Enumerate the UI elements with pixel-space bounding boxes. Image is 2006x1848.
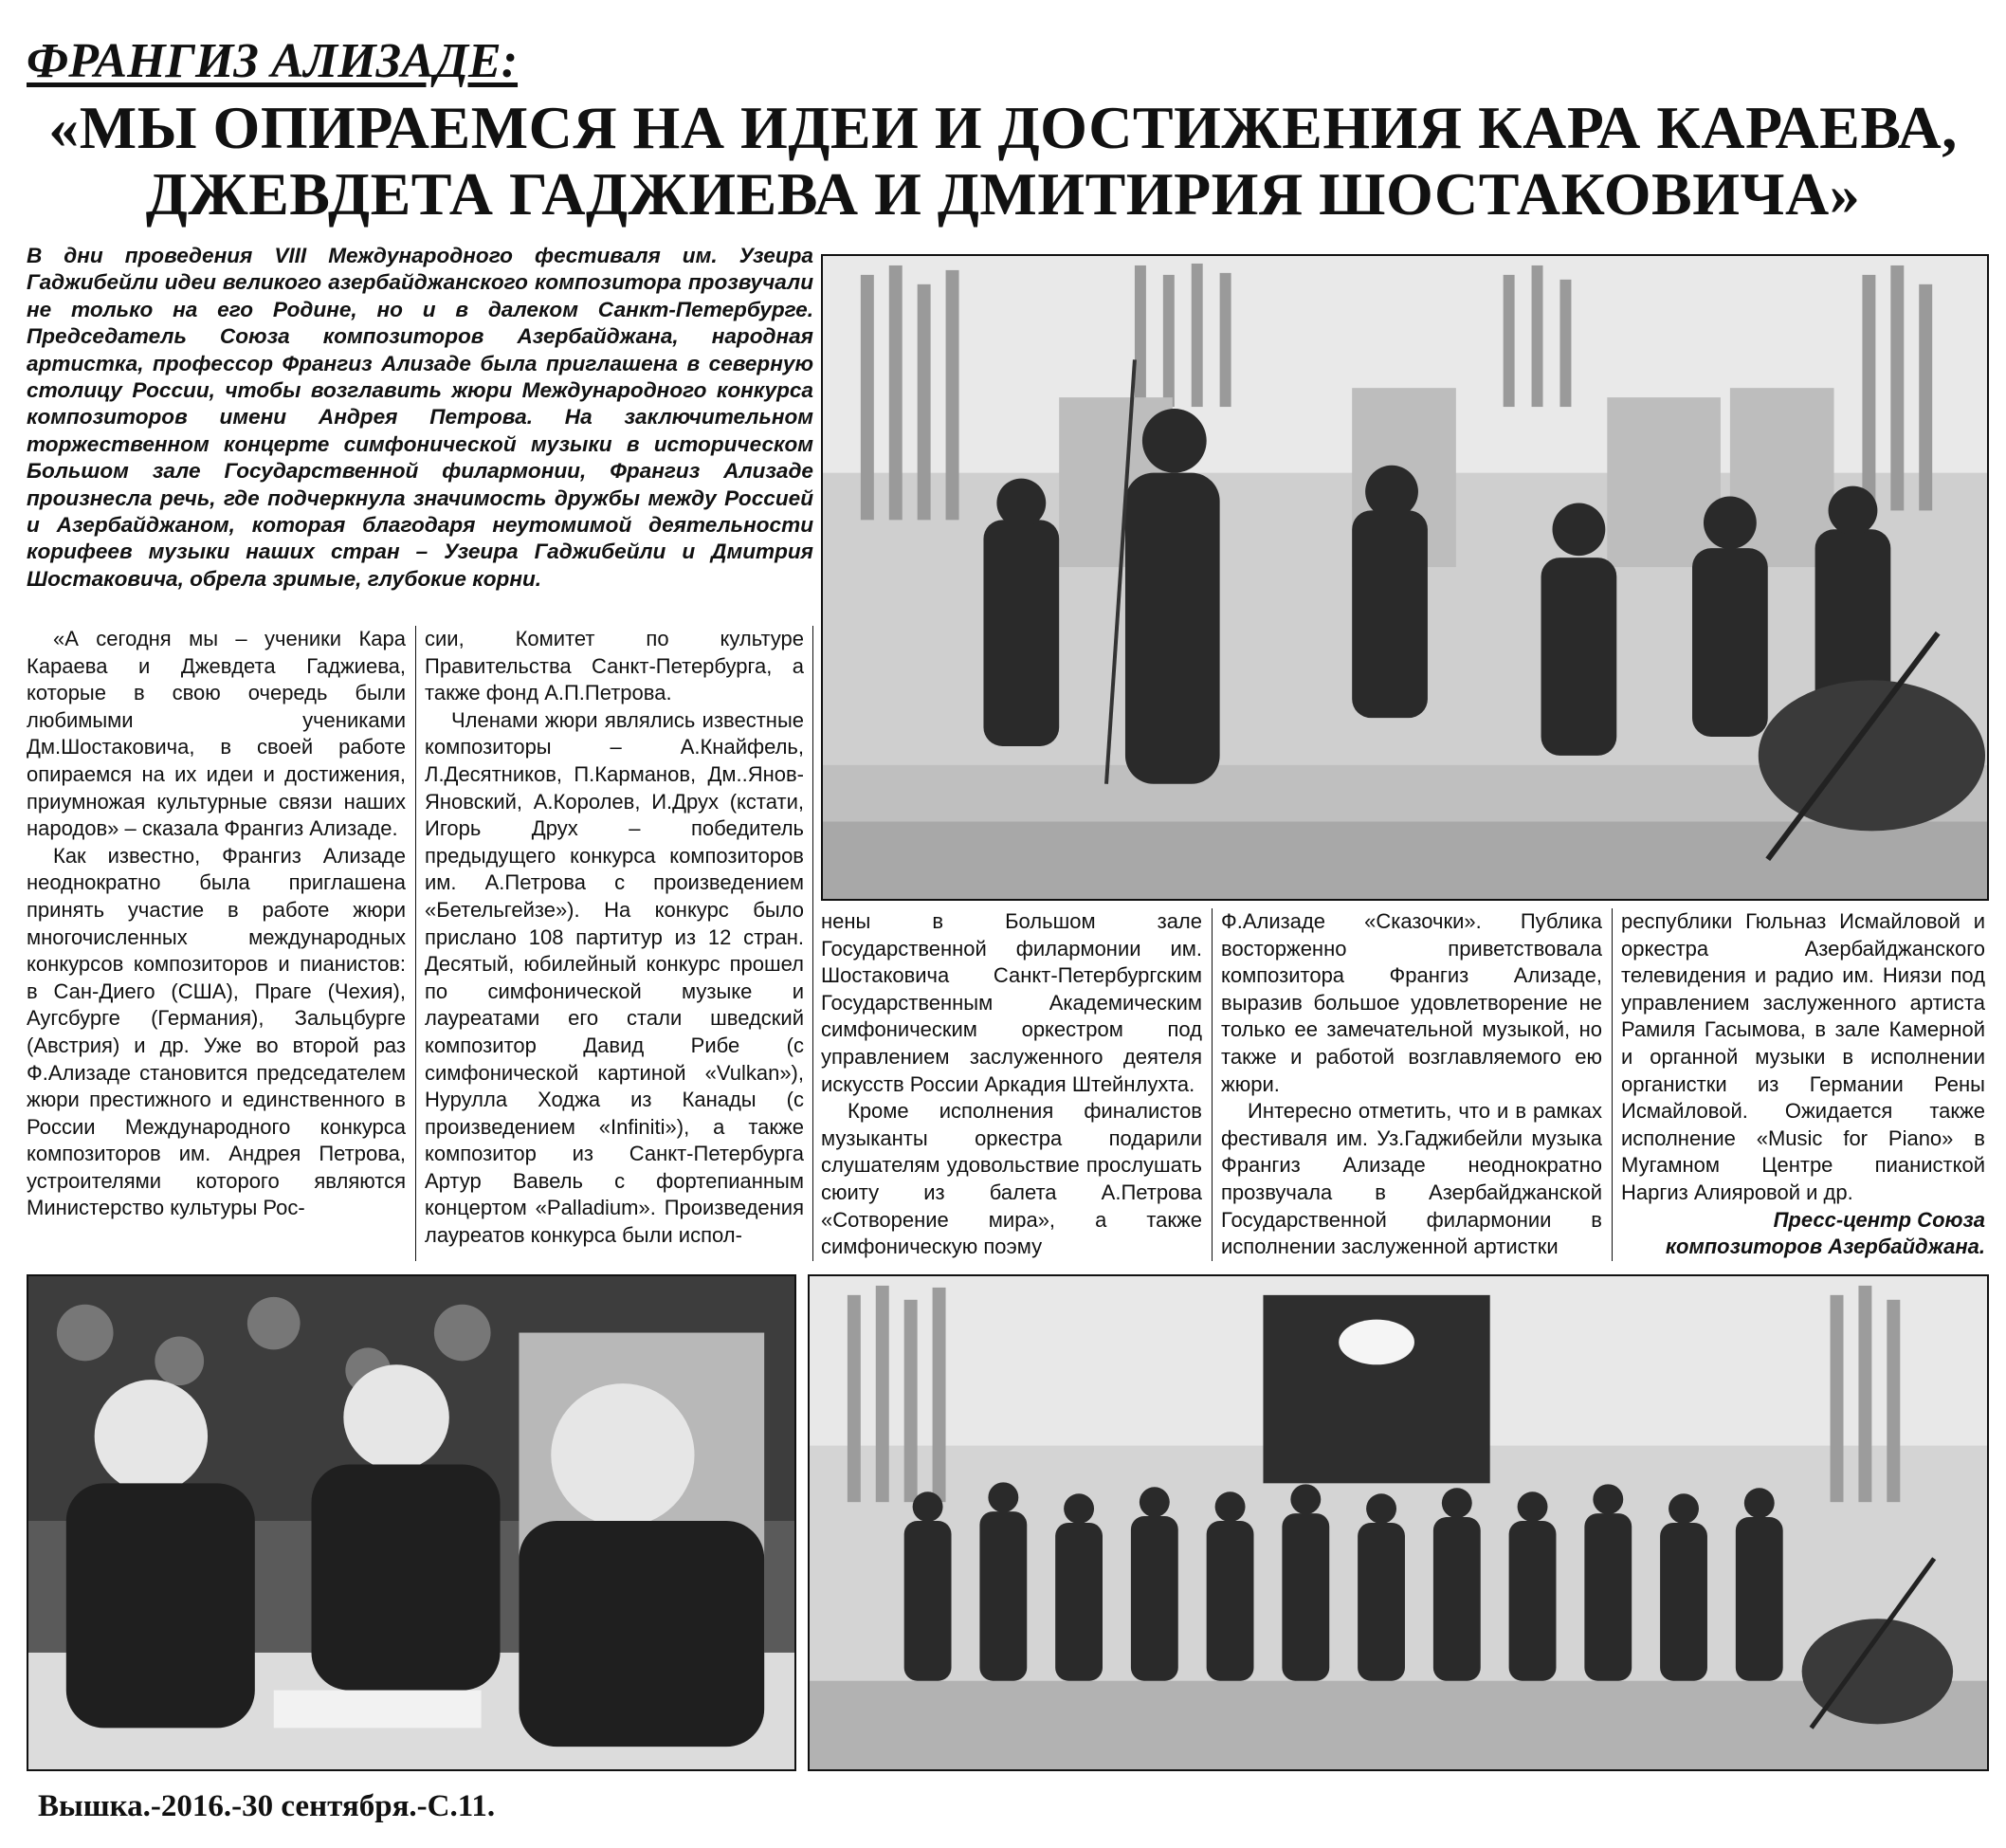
col3-paragraph-1: нены в Большом зале Государственной филармонии им. Шостаковича Санкт-Петербургским Государственным Академическим симфоническим оркестром под управлением заслуженного деятеля искусств России Аркадия Штейнлухта. — [821, 909, 1202, 1096]
photo-jury-table — [27, 1274, 796, 1771]
article-column-5 — [1621, 908, 1985, 1261]
article-column-1 — [27, 626, 406, 1263]
col4-paragraph-1: Ф.Ализаде «Сказочки». Публика восторженно приветствовала композитора Франгиз Ализаде, выразив большое удовлетворение не только ее замечательной музыкой, но также и работой возглавляемого ею жюри. — [1221, 909, 1602, 1096]
col1-paragraph-1: «А сегодня мы – ученики Кара Караева и Джевдета Гаджиева, которые в свою очередь были любимыми учениками Дм.Шостаковича, в своей работе опираемся на их идеи и достижения, приумножая культурные связи наших народов» – сказала Франгиз Ализаде. — [27, 627, 406, 841]
article-column-4 — [1221, 908, 1602, 1261]
kicker: ФРАНГИЗ АЛИЗАДЕ: — [27, 34, 519, 88]
col1-paragraph-2: Как известно, Франгиз Ализаде неоднократно была приглашена принять участие в работе жюри многочисленных международных конкурсов композиторов и пианистов: в Сан-Диего (США), Праге (Чехия), Аугсбурге (Германия), Зальцбурге (Австрия) и др. Уже во второй раз Ф.Ализаде становится председателем жюри престижного и единственного в России Международного конкурса композиторов им. Андрея Петрова, устроителями которого являются Министерство культуры Рос- — [27, 843, 406, 1220]
source-citation: Вышка.-2016.-30 сентября.-С.11. — [38, 1789, 496, 1823]
col5-paragraph-1: республики Гюльназ Исмайловой и оркестра Азербайджанского телевидения и радио им. Ниязи под управлением заслуженного артиста Рамиля Гасымова, в зале Камерной и органной музыки в исполнении органистки из Германии Рены Исмайловой. Ожидается также исполнение «Music for Piano» в Мугамном Центре пианисткой Наргиз Алияровой и др. — [1621, 909, 1985, 1204]
col2-paragraph-1: сии, Комитет по культуре Правительства Санкт-Петербурга, а также фонд А.П.Петрова. — [425, 627, 804, 705]
photo-laureates-stage — [808, 1274, 1989, 1771]
photo-laureates-stage-image — [810, 1276, 1987, 1769]
col3-paragraph-2: Кроме исполнения финалистов музыканты оркестра подарили слушателям удовольствие прослушать сюиту из балета А.Петрова «Сотворение мира», а также симфоническую поэму — [821, 1099, 1202, 1259]
press-credit: Пресс-центр Союза композиторов Азербайджана. — [1665, 1207, 1985, 1259]
article-column-3 — [821, 908, 1202, 1261]
article-column-2 — [425, 626, 804, 1263]
column-divider — [1612, 908, 1613, 1261]
col2-paragraph-2: Членами жюри являлись известные композиторы – А.Кнайфель, Л.Десятников, П.Карманов, Дм..Янов-Яновский, А.Королев, И.Друх (кстати, Игорь Друх – победитель предыдущего конкурса композиторов им. А.Петрова с произведением «Бетельгейзе»). На конкурс было прислано 108 партитур из 12 стран. Десятый, юбилейный конкурс прошел по симфонической музыке и лауреатами его стали шведский композитор Давид Рибе (с симфонической картиной «Vulkan»), Нурулла Ходжа из Канады (с произведением «Infiniti»), а также композитор из Санкт-Петербурга Артур Вавель с фортепианным концертом «Palladium». Произведения лауреатов конкурса были испол- — [425, 707, 804, 1248]
photo-stage-speech — [821, 254, 1989, 901]
col4-paragraph-2: Интересно отметить, что и в рамках фестиваля им. Уз.Гаджибейли музыка Франгиз Ализаде неоднократно прозвучала в Азербайджанской Государственной филармонии в исполнении заслуженной артистки — [1221, 1099, 1602, 1259]
column-divider — [812, 626, 813, 1261]
column-divider — [1212, 908, 1213, 1261]
headline-line-1: «МЫ ОПИРАЕМСЯ НА ИДЕИ И ДОСТИЖЕНИЯ КАРА КАРАЕВА, — [48, 94, 1958, 161]
lead-paragraph: В дни проведения VIII Международного фестиваля им. Узеира Гаджибейли идеи великого азербайджанского композитора прозвучали не только на его Родине, но и в далеком Санкт-Петербурге. Председатель Союза композиторов Азербайджана, народная артистка, профессор Франгиз Ализаде была приглашена в северную столицу России, чтобы возглавить жюри Международного конкурса композиторов имени Андрея Петрова. На заключительном торжественном концерте симфонической музыки в историческом Большом зале Государственной филармонии, Франгиз Ализаде произнесла речь, где подчеркнула значимость дружбы между Россией и Азербайджаном, которая благодаря неутомимой деятельности корифеев музыки наших стран – Узеира Гаджибейли и Дмитрия Шостаковича, обрела зримые, глубокие корни. — [27, 244, 813, 591]
headline-line-2: ДЖЕВДЕТА ГАДЖИЕВА И ДМИТИРИЯ ШОСТАКОВИЧА» — [145, 160, 1861, 228]
column-divider — [415, 626, 416, 1261]
photo-stage-speech-image — [823, 256, 1987, 899]
headline — [38, 95, 1968, 237]
photo-jury-table-image — [28, 1276, 794, 1769]
